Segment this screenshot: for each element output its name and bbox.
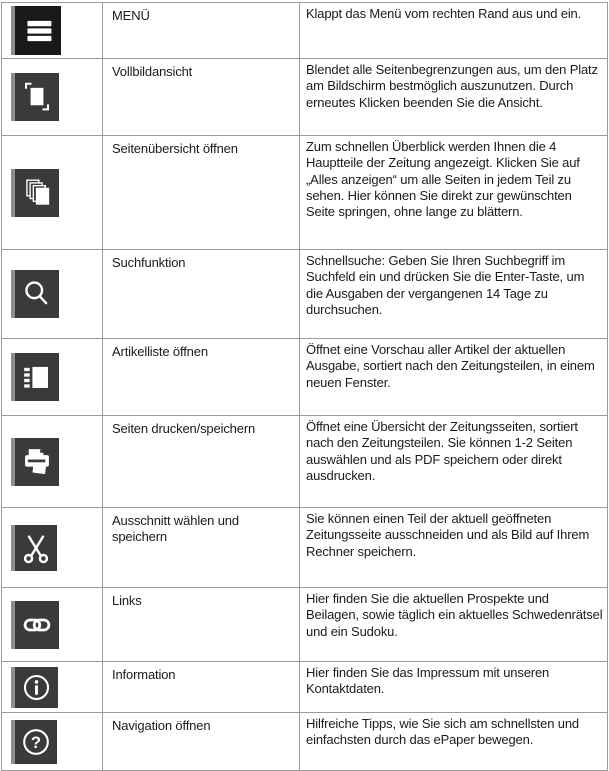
table-row: [2, 508, 608, 588]
icon-cell: [2, 59, 103, 136]
icon-cell: [2, 662, 103, 713]
table-row: [2, 588, 608, 662]
table-row: [2, 339, 608, 416]
feature-label: MENÜ: [112, 8, 150, 23]
label-cell: [103, 339, 300, 416]
icon-cell: [2, 339, 103, 416]
description-cell: [300, 713, 608, 771]
description-cell: [300, 250, 608, 339]
icon-tile[interactable]: [11, 667, 58, 708]
label-cell: [103, 588, 300, 662]
table-row: [2, 416, 608, 508]
menu-icon: [15, 6, 61, 55]
label-cell: [103, 136, 300, 250]
table-row: [2, 136, 608, 250]
icon-tile[interactable]: [11, 270, 59, 318]
article-list-icon: [15, 353, 59, 401]
icon-tile[interactable]: [11, 720, 57, 764]
description-cell: [300, 416, 608, 508]
feature-label: Links: [112, 593, 142, 608]
icon-tile[interactable]: [11, 169, 59, 217]
scissors-icon: [15, 525, 57, 571]
table-row: [2, 662, 608, 713]
feature-description: Hier finden Sie die aktuellen Prospekte und Beilagen, sowie täglich ein aktuelles Schwedenrätsel und ein Sudoku.: [306, 591, 603, 639]
feature-description: Klappt das Menü vom rechten Rand aus und ein.: [306, 6, 582, 21]
question-icon: [15, 720, 57, 764]
icon-cell: [2, 588, 103, 662]
link-icon: [15, 601, 59, 649]
feature-label: Seitenübersicht öffnen: [112, 141, 238, 156]
icon-cell: [2, 136, 103, 250]
description-cell: [300, 588, 608, 662]
feature-label: Vollbildansicht: [112, 64, 193, 79]
feature-label: Information: [112, 667, 176, 682]
icon-cell: [2, 416, 103, 508]
feature-label: Seiten drucken/speichern: [112, 421, 256, 436]
label-cell: [103, 662, 300, 713]
description-cell: [300, 508, 608, 588]
info-icon: [15, 667, 58, 708]
icon-cell: [2, 508, 103, 588]
help-table: [1, 2, 608, 771]
description-cell: [300, 3, 608, 59]
feature-description: Zum schnellen Überblick werden Ihnen die 4 Hauptteile der Zeitung angezeigt. Klicken Sie auf „Alles anzeigen“ um alle Seiten in jedem Teil zu sehen. Hier können Sie direkt zur gewünschten Seite springen, ohne lange zu blättern.: [306, 139, 580, 220]
label-cell: [103, 713, 300, 771]
feature-description: Hier finden Sie das Impressum mit unseren Kontaktdaten.: [306, 665, 550, 697]
icon-cell: [2, 250, 103, 339]
label-cell: [103, 250, 300, 339]
icon-cell: [2, 3, 103, 59]
icon-tile[interactable]: [11, 6, 61, 55]
print-icon: [15, 438, 59, 486]
feature-label: Suchfunktion: [112, 255, 186, 270]
label-cell: [103, 59, 300, 136]
feature-label: Ausschnitt wählen und speichern: [112, 513, 239, 545]
table-row: [2, 713, 608, 771]
feature-description: Sie können einen Teil der aktuell geöffneten Zeitungsseite ausschneiden und als Bild auf Ihrem Rechner speichern.: [306, 511, 590, 559]
description-cell: [300, 136, 608, 250]
table-row: [2, 250, 608, 339]
label-cell: [103, 3, 300, 59]
icon-tile[interactable]: [11, 601, 59, 649]
label-cell: [103, 508, 300, 588]
description-cell: [300, 59, 608, 136]
feature-description: Schnellsuche: Geben Sie Ihren Suchbegriff im Suchfeld ein und drücken Sie die Enter-Taste, um die Ausgaben der vergangenen 14 Tage zu durchsuchen.: [306, 253, 585, 317]
feature-label: Navigation öffnen: [112, 718, 211, 733]
icon-cell: [2, 713, 103, 771]
table-row: [2, 59, 608, 136]
feature-label: Artikelliste öffnen: [112, 344, 208, 359]
icon-tile[interactable]: [11, 438, 59, 486]
feature-description: Blendet alle Seitenbegrenzungen aus, um den Platz am Bildschirm bestmöglich auszunutzen. Durch erneutes Klicken beenden Sie die Ansicht.: [306, 62, 598, 110]
feature-description: Öffnet eine Übersicht der Zeitungsseiten, sortiert nach den Zeitungsteilen. Sie können 1-2 Seiten auswählen und als PDF speichern oder direkt ausdrucken.: [306, 419, 578, 483]
icon-tile[interactable]: [11, 73, 59, 121]
icon-tile[interactable]: [11, 353, 59, 401]
search-icon: [15, 270, 59, 318]
fullscreen-icon: [15, 73, 59, 121]
icon-tile[interactable]: [11, 525, 57, 571]
feature-description: Hilfreiche Tipps, wie Sie sich am schnellsten und einfachsten durch das ePaper bewegen.: [306, 716, 580, 748]
label-cell: [103, 416, 300, 508]
table-row: [2, 3, 608, 59]
svg-text:?: ?: [30, 732, 42, 752]
help-table-body: [2, 3, 608, 771]
description-cell: [300, 662, 608, 713]
feature-description: Öffnet eine Vorschau aller Artikel der aktuellen Ausgabe, sortiert nach den Zeitungsteilen, in einem neuen Fenster.: [306, 342, 595, 390]
description-cell: [300, 339, 608, 416]
page-overview-icon: [15, 169, 59, 217]
